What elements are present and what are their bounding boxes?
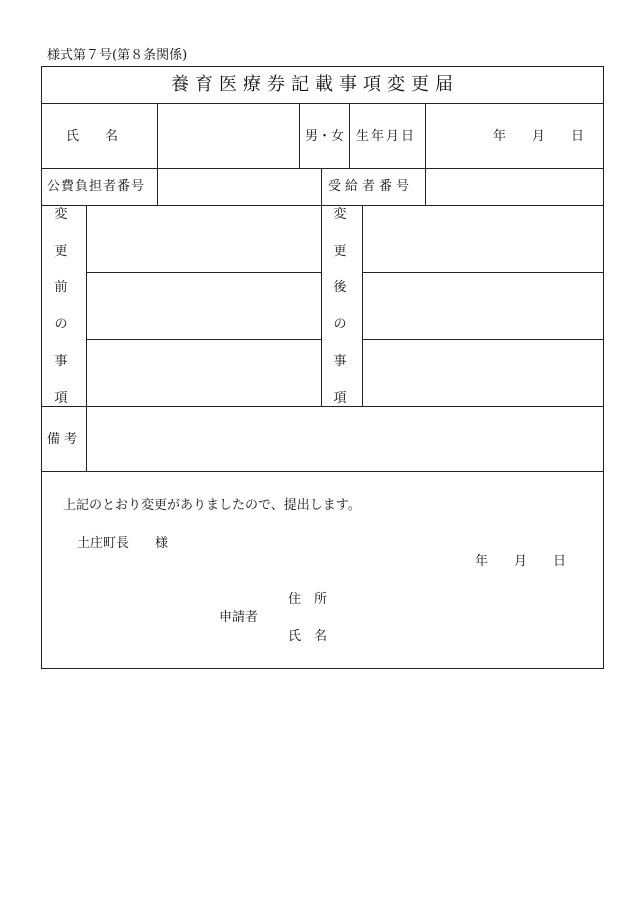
divider — [86, 339, 321, 340]
before-change-field-1[interactable] — [87, 206, 321, 272]
recipient-number-field[interactable] — [426, 169, 603, 205]
divider — [362, 272, 604, 273]
birthdate-label: 生年月日 — [356, 129, 417, 144]
after-change-field-1[interactable] — [363, 206, 603, 272]
after-change-field-3[interactable] — [363, 340, 603, 406]
name-label: 氏 名 — [66, 129, 119, 144]
divider — [349, 103, 350, 168]
public-payer-number-field[interactable] — [158, 169, 321, 205]
applicant-label: 申請者 — [219, 610, 259, 625]
name-field[interactable] — [158, 104, 299, 168]
gender-options[interactable]: 男・女 — [305, 129, 345, 144]
before-change-field-2[interactable] — [87, 273, 321, 339]
divider — [299, 103, 300, 168]
public-payer-number-label: 公費負担者番号 — [47, 179, 146, 194]
divider — [41, 471, 604, 472]
before-change-label: 変 更 前 の 事 項 — [54, 207, 68, 406]
form-title: 養育医療券記載事項変更届 — [171, 74, 459, 95]
birthdate-field[interactable]: 年 月 日 — [493, 129, 585, 144]
remarks-label: 備 考 — [47, 432, 78, 447]
divider — [86, 272, 321, 273]
form-number: 様式第７号(第８条関係) — [47, 48, 188, 63]
declaration-text: 上記のとおり変更がありましたので、提出します。 — [63, 498, 361, 513]
before-change-field-3[interactable] — [87, 340, 321, 406]
after-change-label: 変 更 後 の 事 項 — [333, 207, 347, 406]
divider — [41, 103, 604, 104]
after-change-field-2[interactable] — [363, 273, 603, 339]
submit-date[interactable]: 年 月 日 — [475, 554, 567, 569]
recipient-number-label: 受給者番号 — [328, 179, 414, 194]
remarks-field[interactable] — [87, 407, 603, 471]
divider — [321, 168, 322, 407]
addressee: 土庄町長 様 — [77, 536, 169, 551]
divider — [362, 339, 604, 340]
address-label: 住 所 — [288, 592, 328, 607]
applicant-name-label: 氏 名 — [288, 629, 328, 644]
